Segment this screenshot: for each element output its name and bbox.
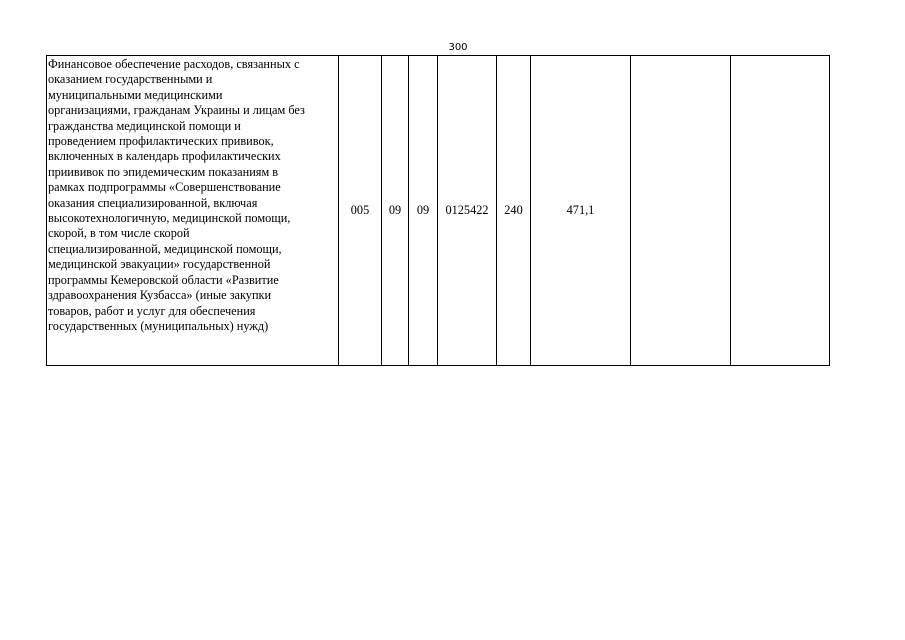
- empty-cell-7: [631, 56, 731, 366]
- target-article-cell: 0125422: [438, 56, 497, 366]
- subsection-cell: 09: [409, 56, 438, 366]
- expense-description: Финансовое обеспечение расходов, связанных с оказанием государственными и муниципальными медицинскими организациями, гражданам Украины и лицам без гражданства медицинской помощи и проведением профилактических прививок, включенных в календарь профилактических приививок по эпидемическим показаниям в рамках подпрограммы «Совершенствование оказания специализированной, включая высокотехнологичную, медицинской помощи, скорой, в том числе скорой специализированной, медицинской помощи, медицинской эвакуации» государственной программы Кемеровской области «Развитие здравоохранения Кузбасса» (иные закупки товаров, работ и услуг для обеспечения государственных (муниципальных) нужд): [47, 56, 339, 366]
- empty-cell-8: [731, 56, 830, 366]
- page-number: 300: [448, 42, 468, 53]
- amount-cell: 471,1: [531, 56, 631, 366]
- budget-table: [46, 55, 830, 366]
- ministry-code-cell: 005: [339, 56, 382, 366]
- section-cell: 09: [382, 56, 409, 366]
- table-row: [47, 56, 830, 366]
- expense-type-cell: 240: [497, 56, 531, 366]
